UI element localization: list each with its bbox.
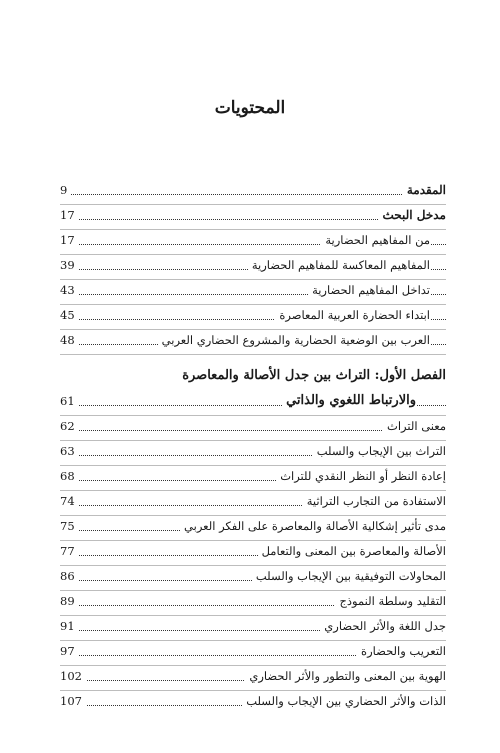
toc-entry-page: 102 (60, 666, 86, 686)
toc-entry-label: مدخل البحث (378, 205, 446, 225)
toc-entry-label: المحاولات التوفيقية بين الإيجاب والسلب (252, 566, 446, 586)
chapter-heading (60, 365, 446, 391)
toc-entry[interactable] (60, 516, 446, 541)
toc-entry[interactable] (60, 230, 446, 255)
table-of-contents (60, 180, 446, 715)
toc-entry-page: 91 (60, 616, 79, 636)
toc-entry[interactable] (60, 330, 446, 355)
toc-entry[interactable] (60, 666, 446, 691)
toc-entry-page: 9 (60, 180, 71, 200)
toc-entry-page: 61 (60, 391, 79, 411)
toc-entry-page: 62 (60, 416, 79, 436)
toc-entry-label: الأصالة والمعاصرة بين المعنى والتعامل (258, 541, 446, 561)
toc-entry-label: الاستفادة من التجارب التراثية (303, 491, 446, 511)
toc-entry[interactable] (60, 255, 446, 280)
toc-entry[interactable] (60, 441, 446, 466)
toc-entry[interactable] (60, 616, 446, 641)
toc-entry[interactable] (60, 491, 446, 516)
toc-entry-page: 74 (60, 491, 79, 511)
chapter-heading-line1: الفصل الأول: التراث بين جدل الأصالة والمعاصرة (182, 368, 446, 383)
toc-entry-section[interactable] (60, 205, 446, 230)
toc-entry-page: 39 (60, 255, 79, 275)
toc-entry-page: 43 (60, 280, 79, 300)
dot-leader (60, 194, 446, 195)
toc-entry-page: 17 (60, 230, 79, 250)
toc-entry[interactable] (60, 416, 446, 441)
toc-entry-page: 45 (60, 305, 79, 325)
toc-entry-label: من المفاهيم الحضارية (321, 230, 430, 250)
toc-entry-label: الهوية بين المعنى والتطور والأثر الحضاري (245, 666, 446, 686)
toc-entry[interactable] (60, 641, 446, 666)
toc-entry[interactable] (60, 541, 446, 566)
toc-entry-intro[interactable] (60, 180, 446, 205)
toc-entry-label: العرب بين الوضعية الحضارية والمشروع الحضاري العربي (158, 330, 430, 350)
toc-entry-chapter[interactable] (60, 391, 446, 416)
toc-entry[interactable] (60, 566, 446, 591)
toc-entry[interactable] (60, 591, 446, 616)
toc-entry-label: المقدمة (403, 180, 446, 200)
toc-entry-page: 75 (60, 516, 79, 536)
toc-entry-page: 68 (60, 466, 79, 486)
page-title: المحتويات (214, 98, 286, 118)
toc-entry-page: 63 (60, 441, 79, 461)
toc-entry[interactable] (60, 280, 446, 305)
toc-entry-page: 107 (60, 691, 86, 711)
toc-entry-label: التعريب والحضارة (357, 641, 446, 661)
chapter-heading-line2: والارتباط اللغوي والذاتي (282, 391, 416, 411)
toc-entry-label: التراث بين الإيجاب والسلب (313, 441, 446, 461)
toc-entry-label: التقليد وسلطة النموذج (335, 591, 446, 611)
toc-entry-label: تداخل المفاهيم الحضارية (308, 280, 430, 300)
toc-entry[interactable] (60, 691, 446, 715)
toc-entry-page: 77 (60, 541, 79, 561)
toc-entry-page: 89 (60, 591, 79, 611)
toc-entry-page: 86 (60, 566, 79, 586)
toc-entry-label: الذات والأثر الحضاري بين الإيجاب والسلب (242, 691, 446, 711)
toc-entry-label: جدل اللغة والأثر الحضاري (320, 616, 446, 636)
toc-entry-label: معنى التراث (383, 416, 446, 436)
toc-entry-page: 17 (60, 205, 79, 225)
toc-entry-label: المفاهيم المعاكسة للمفاهيم الحضارية (248, 255, 430, 275)
toc-entry[interactable] (60, 466, 446, 491)
toc-entry-label: إعادة النظر أو النظر النقدي للتراث (276, 466, 446, 486)
toc-entry-page: 97 (60, 641, 79, 661)
toc-entry[interactable] (60, 305, 446, 330)
toc-entry-page: 48 (60, 330, 79, 350)
toc-entry-label: مدى تأثير إشكالية الأصالة والمعاصرة على الفكر العربي (180, 516, 446, 536)
toc-entry-label: ابتداء الحضارة العربية المعاصرة (275, 305, 430, 325)
